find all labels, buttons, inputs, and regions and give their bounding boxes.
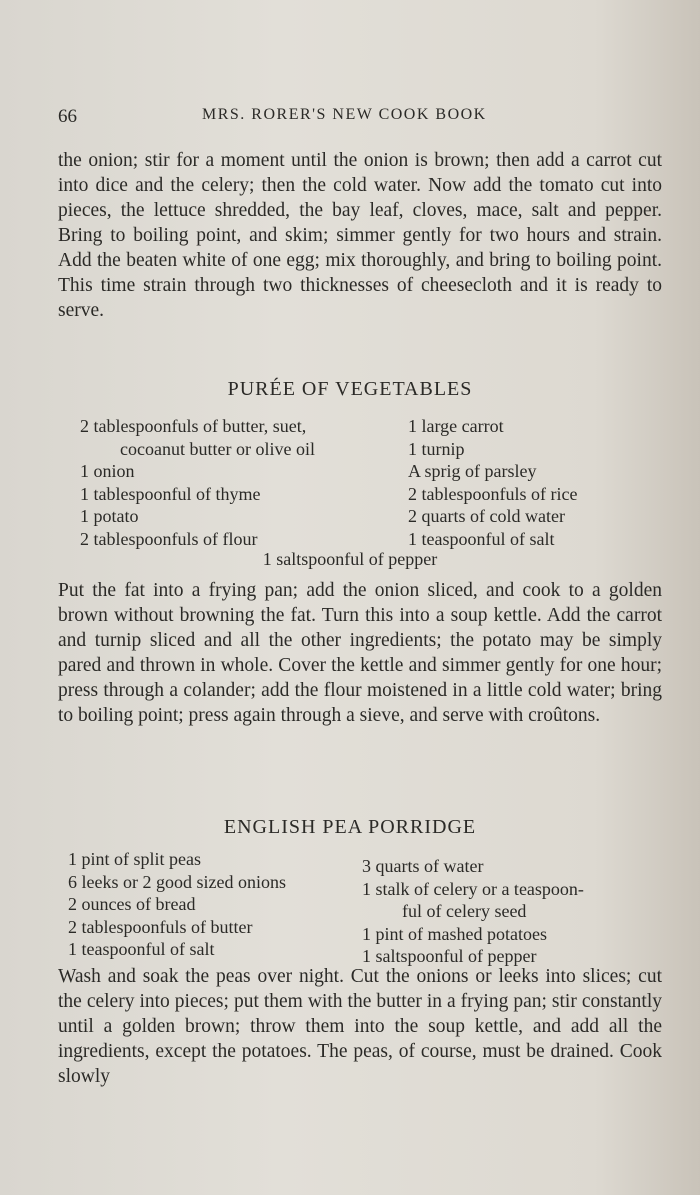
ingredient-item: 3 quarts of water bbox=[362, 856, 484, 876]
ingredient-item: 2 quarts of cold water bbox=[408, 506, 565, 526]
ingredient-item: 1 turnip bbox=[408, 438, 465, 459]
running-title: MRS. RORER'S NEW COOK BOOK bbox=[202, 106, 487, 123]
ingredients-left-puree bbox=[80, 415, 315, 550]
ingredient-item: 2 tablespoonfuls of butter, suet, bbox=[80, 416, 307, 436]
ingredient-item: 1 teaspoonful of salt bbox=[68, 939, 215, 959]
ingredients-left-pea-porridge bbox=[68, 848, 286, 961]
ingredient-item: ful of celery seed bbox=[402, 901, 527, 921]
paragraph-continued: the onion; stir for a moment until the onion is brown; then add a carrot cut into dice and the celery; then the cold water. Now add the tomato cut into pieces, the lettuce shredded, the bay leaf, cloves, mace, salt and pepper. Bring to boiling point, and skim; simmer gently for two hours and strain. Add the beaten white of one egg; mix thoroughly, and bring to boiling point. This time strain through two thicknesses of cheesecloth and it is ready to serve. bbox=[58, 150, 662, 321]
recipe-title-puree: PURÉE OF VEGETABLES bbox=[227, 378, 473, 400]
directions-pea-porridge: Wash and soak the peas over night. Cut the onions or leeks into slices; cut the celery into pieces; put them with the butter in a frying pan; stir constantly until a golden brown; throw them into the soup kettle, and add all the ingredients, except the potatoes. The peas, of course, must be drained. Cook slowly bbox=[58, 966, 662, 1087]
ingredient-item: 1 onion bbox=[80, 461, 135, 481]
ingredient-item: 1 tablespoonful of thyme bbox=[80, 483, 261, 504]
recipe-title-pea-porridge: ENGLISH PEA PORRIDGE bbox=[223, 816, 477, 838]
ingredient-item: 1 stalk of celery or a teaspoon- bbox=[362, 878, 584, 899]
ingredient-item: 1 saltspoonful of pepper bbox=[362, 946, 537, 966]
ingredients-right-puree bbox=[408, 415, 577, 550]
ingredient-item: 1 large carrot bbox=[408, 416, 504, 436]
directions-puree: Put the fat into a frying pan; add the onion sliced, and cook to a golden brown without browning the fat. Turn this into a soup kettle. Add the carrot and turnip sliced and all the other ingredients; the potato may be simply pared and thrown in whole. Cover the kettle and simmer gently for one hour; press through a colander; add the flour moistened in a little cold water; bring to boiling point; press again through a sieve, and serve with croûtons. bbox=[58, 580, 662, 726]
ingredient-item: 2 tablespoonfuls of rice bbox=[408, 483, 578, 504]
ingredient-item-centered: 1 saltspoonful of pepper bbox=[262, 549, 438, 569]
ingredient-item: cocoanut butter or olive oil bbox=[120, 438, 315, 459]
ingredient-item: 1 pint of split peas bbox=[68, 849, 201, 869]
ingredient-item: 1 potato bbox=[80, 506, 139, 526]
ingredient-item: 1 pint of mashed potatoes bbox=[362, 923, 547, 944]
ingredients-right-pea-porridge bbox=[362, 855, 584, 968]
ingredient-item: 1 teaspoonful of salt bbox=[408, 528, 555, 549]
ingredient-item: A sprig of parsley bbox=[408, 461, 537, 481]
page-number: 66 bbox=[58, 106, 77, 127]
page-header bbox=[58, 100, 658, 130]
ingredient-item: 2 ounces of bread bbox=[68, 894, 196, 914]
ingredient-item: 2 tablespoonfuls of butter bbox=[68, 916, 253, 937]
ingredient-item: 2 tablespoonfuls of flour bbox=[80, 528, 258, 549]
ingredient-item: 6 leeks or 2 good sized onions bbox=[68, 871, 286, 892]
